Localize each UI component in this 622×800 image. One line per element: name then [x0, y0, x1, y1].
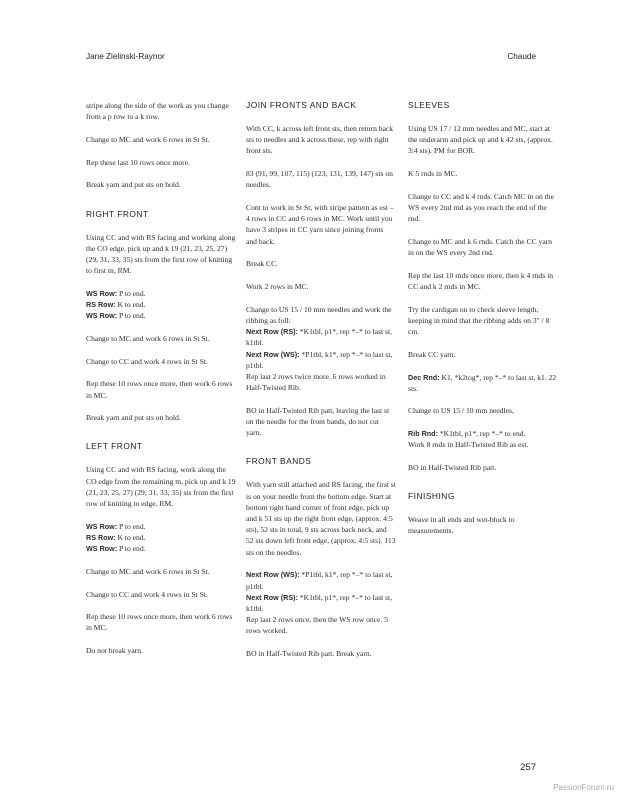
paragraph: Change to US 15 / 10 mm needles, — [408, 406, 514, 416]
paragraph: Change to CC and k 4 rnds. Catch MC in on the WS every 2nd rnd as you reach the end of the rnd. — [408, 191, 554, 224]
row-text: P to end. — [117, 311, 146, 321]
paragraph: Using CC and with RS facing and working along the CO edge, pick up and k 19 (21, 23, 25, 27) (29, 31, 33, 35) sts from the first row of knitting to first m, RM. — [86, 232, 236, 276]
column-right — [408, 100, 558, 548]
paragraph: Break CC. — [246, 259, 279, 269]
row-instruction — [86, 532, 236, 543]
row-text: *K1tbl, p1*, rep *–* to end. — [437, 429, 526, 439]
row-instruction — [86, 310, 236, 321]
paragraph: Work 8 rnds in Half-Twisted Rib as est. — [408, 440, 529, 450]
paragraph: Change to US 15 / 10 mm needles and work the ribbing as foll: — [246, 304, 392, 325]
row-text: *K1tbl, p1*, rep *–* to last st, k1tbl. — [246, 327, 392, 348]
column-left — [86, 100, 236, 668]
paragraph: Change to MC and work 6 rows in St St. — [86, 566, 210, 576]
row-instruction — [86, 543, 236, 554]
watermark: PassionForum.ru — [553, 783, 614, 792]
paragraph: Using CC and with RS facing, work along the CO edge from the remaining m, pick up and k 19 (21, 23, 25, 27) (29, 31, 33, 35) sts from the first row of knitting to edge. RM. — [86, 465, 236, 509]
row-instruction — [408, 372, 558, 394]
paragraph: Break yarn and put sts on hold. — [86, 413, 181, 423]
row-label: Next Row (RS): — [246, 327, 298, 337]
paragraph: Weave in all ends and wet-block to measurements. — [408, 515, 515, 536]
pattern-title: Chaude — [507, 52, 536, 61]
page-header — [86, 52, 536, 61]
row-instruction — [246, 569, 396, 591]
paragraph: Break yarn and put sts on hold. — [86, 180, 181, 190]
section-heading-right-front: RIGHT FRONT — [86, 208, 149, 219]
row-text: *P1tbl, k1*, rep *–* to last st, p1tbl. — [246, 349, 393, 370]
row-instruction — [86, 299, 236, 310]
paragraph: Try the cardigan on to check sleeve length, keeping in mind that the ribbing adds on 3" / 8 cm. — [408, 304, 550, 337]
paragraph: Rep these last 10 rows once more. — [86, 157, 190, 167]
row-text: K to end. — [115, 532, 146, 542]
paragraph: Cont to work in St St, with stripe pattern as est – 4 rows in CC and 6 rows in MC. Work until you have 3 stripes in CC yarn since joining fronts and back. — [246, 203, 394, 246]
paragraph: Change to MC and work 6 rows in St St. — [86, 134, 210, 144]
row-instruction — [86, 521, 236, 532]
paragraph: Rep last 2 rows twice more. 6 rows worked in Half-Twisted Rib. — [246, 371, 386, 393]
paragraph: With yarn still attached and RS facing, the first st is on your needle from the bottom edge. Start at bottom right hand corner of front edge, pick up and k 51 sts up the right front edge, (approx. 4:5 sts), 52 sts in total, 9 sts across back neck, and 52 sts down left front edge, (approx. 4:5 sts). 113 sts on the needles. — [246, 480, 396, 557]
paragraph: Using US 17 / 12 mm needles and MC, start at the underarm and pick up and k 42 sts, (approx. 3:4 sts). PM for BOR. — [408, 124, 553, 156]
row-label: WS Row: — [86, 521, 118, 531]
paragraph: BO in Half-Twisted Rib patt. Break yarn. — [246, 649, 372, 659]
row-text: *K1tbl, p1*, rep *–* to last st, k1tbl. — [246, 592, 392, 613]
column-middle — [246, 100, 396, 671]
row-text: P to end. — [117, 288, 146, 298]
row-instruction — [86, 288, 236, 299]
paragraph: With CC, k across left front sts, then return back sts to needles and k across these, rep with right front sts. — [246, 124, 394, 156]
section-heading-left-front: LEFT FRONT — [86, 441, 143, 452]
row-label: RS Row: — [86, 532, 116, 542]
row-instruction — [408, 428, 558, 439]
paragraph: Rep these 10 rows once more, then work 6 rows in MC. — [86, 612, 233, 633]
paragraph: Change to CC and work 4 rows in St St. — [86, 356, 208, 366]
paragraph: BO in Half-Twisted Rib patt. — [408, 463, 497, 473]
row-text: P to end. — [117, 521, 146, 531]
row-text: P to end. — [117, 544, 146, 554]
row-text: K to end. — [115, 300, 146, 310]
row-label: WS Row: — [86, 288, 118, 298]
row-instruction — [246, 592, 396, 614]
paragraph: Change to MC and work 6 rows in St St. — [86, 333, 210, 343]
row-label: Next Row (WS): — [246, 570, 300, 580]
row-instruction — [246, 326, 396, 348]
paragraph: Rep these 10 rows once more, then work 6 rows in MC. — [86, 379, 233, 400]
row-instruction — [246, 349, 396, 371]
paragraph: 83 (91, 99, 107, 115) (123, 131, 139, 147) sts on needles. — [246, 169, 393, 190]
paragraph: Rep last 2 rows once, then the WS row once. 5 rows worked. — [246, 615, 389, 636]
paragraph: BO in Half-Twisted Rib patt, leaving the last st on the needle for the front bands, do not cut yarn. — [246, 405, 390, 438]
author-name: Jane Zielinski-Raynor — [86, 52, 165, 61]
paragraph: stripe along the side of the work as you change from a p row to a k row. — [86, 101, 229, 122]
paragraph: Break CC yarn. — [408, 349, 456, 359]
paragraph: K 5 rnds in MC. — [408, 169, 458, 179]
row-text: *P1tbl, k1*, rep *–* to last st, p1tbl. — [246, 570, 393, 591]
row-label: Next Row (WS): — [246, 349, 300, 359]
paragraph: Work 2 rows in MC. — [246, 282, 309, 292]
paragraph: Change to MC and k 6 rnds. Catch the CC yarn in on the WS every 2nd rnd. — [408, 236, 553, 258]
row-text: K1, *k2tog*, rep *–* to last st, k1. 22 sts. — [408, 372, 557, 393]
paragraph: Rep the last 10 rnds once more, then k 4 rnds in CC and k 2 rnds in MC. — [408, 270, 554, 292]
section-heading-sleeves: SLEEVES — [408, 100, 450, 110]
row-label: RS Row: — [86, 300, 116, 310]
section-heading-finishing: FINISHING — [408, 491, 455, 502]
row-label: Rib Rnd: — [408, 429, 438, 439]
row-label: WS Row: — [86, 544, 118, 554]
row-label: WS Row: — [86, 311, 118, 321]
page-number: 257 — [520, 762, 536, 773]
section-heading-join-fronts: JOIN FRONTS AND BACK — [246, 100, 357, 110]
paragraph: Change to CC and work 4 rows in St St. — [86, 589, 208, 599]
row-label: Next Row (RS): — [246, 592, 298, 602]
section-heading-front-bands: FRONT BANDS — [246, 456, 312, 467]
paragraph: Do not break yarn. — [86, 646, 143, 656]
row-label: Dec Rnd: — [408, 372, 440, 382]
